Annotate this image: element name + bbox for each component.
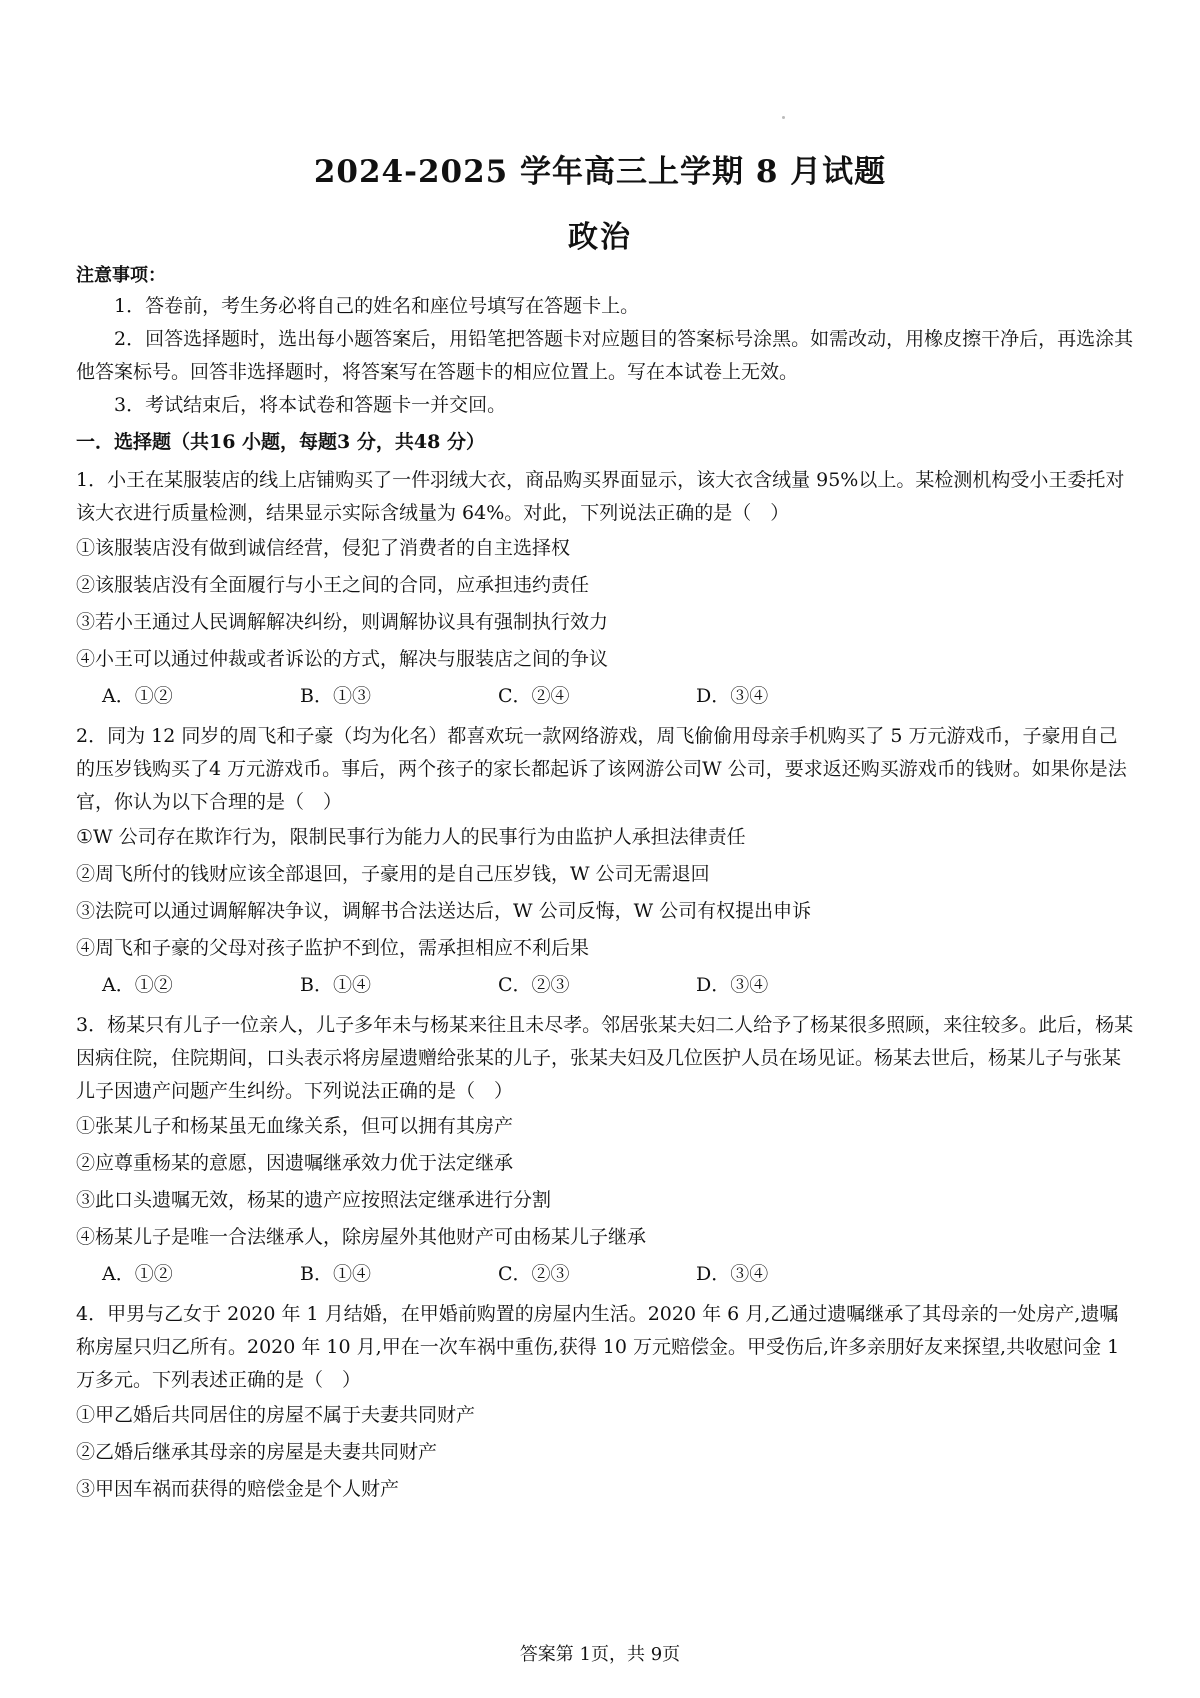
- choice-b: B．①③: [300, 685, 371, 707]
- choice-c: C．②③: [498, 974, 570, 996]
- choice-d: D．③④: [696, 685, 769, 707]
- statement-option: ④杨某儿子是唯一合法继承人，除房屋外其他财产可由杨某儿子继承: [76, 1226, 647, 1248]
- choice-b: B．①④: [300, 1263, 371, 1285]
- statement-option: ③若小王通过人民调解解决纠纷，则调解协议具有强制执行效力: [76, 611, 609, 633]
- question-4: [76, 1298, 1136, 1508]
- page-footer: 答案第 1页，共 9页: [519, 1644, 681, 1665]
- notice-heading: 注意事项：: [76, 265, 166, 286]
- section-heading: 一．选择题（共16 小题，每题3 分，共48 分）: [76, 431, 485, 453]
- statement-option: ①甲乙婚后共同居住的房屋不属于夫妻共同财产: [76, 1404, 476, 1426]
- choice-c: C．②④: [498, 685, 570, 707]
- choice-a: A．①②: [102, 1263, 173, 1285]
- question-stem: 1．小王在某服装店的线上店铺购买了一件羽绒大衣，商品购买界面显示，该大衣含绒量 95%以上。某检测机构受小王委托对该大衣进行质量检测，结果显示实际含绒量为 64%。对此，下列说法正确的是（ ）: [76, 469, 1125, 524]
- notice-item: 1．答卷前，考生务必将自己的姓名和座位号填写在答题卡上。: [114, 295, 640, 317]
- statement-option: ②应尊重杨某的意愿，因遗嘱继承效力优于法定继承: [76, 1152, 514, 1174]
- statement-option: ①张某儿子和杨某虽无血缘关系，但可以拥有其房产: [76, 1115, 514, 1137]
- choice-c: C．②③: [498, 1263, 570, 1285]
- scan-speck: [782, 116, 785, 119]
- answer-choices: [76, 967, 1136, 1003]
- statement-option: ③法院可以通过调解解决争议，调解书合法送达后，W 公司反悔，W 公司有权提出申诉: [76, 900, 812, 922]
- question-stem: 3．杨某只有儿子一位亲人，儿子多年未与杨某来往且未尽孝。邻居张某夫妇二人给予了杨某很多照顾，来往较多。此后，杨某因病住院，住院期间，口头表示将房屋遗赠给张某的儿子，张某夫妇及几位医护人员在场见证。杨某去世后，杨某儿子与张某儿子因遗产问题产生纠纷。下列说法正确的是（ ）: [76, 1014, 1134, 1102]
- question-2: [76, 720, 1136, 1003]
- choice-d: D．③④: [696, 1263, 769, 1285]
- question-stem: 2．同为 12 同岁的周飞和子豪（均为化名）都喜欢玩一款网络游戏，周飞偷偷用母亲手机购买了 5 万元游戏币，子豪用自己的压岁钱购买了4 万元游戏币。事后，两个孩子的家长都起诉了该网游公司W 公司，要求返还购买游戏币的钱财。如果你是法官，你认为以下合理的是（ ）: [76, 725, 1127, 813]
- statement-option: ①该服装店没有做到诚信经营，侵犯了消费者的自主选择权: [76, 537, 571, 559]
- statement-option: ④周飞和子豪的父母对孩子监护不到位，需承担相应不利后果: [76, 937, 590, 959]
- question-1: [76, 464, 1136, 714]
- statement-option: ③甲因车祸而获得的赔偿金是个人财产: [76, 1478, 400, 1500]
- answer-choices: [76, 1256, 1136, 1292]
- statement-option: ②乙婚后继承其母亲的房屋是夫妻共同财产: [76, 1441, 438, 1463]
- statement-option: ③此口头遗嘱无效，杨某的遗产应按照法定继承进行分割: [76, 1189, 552, 1211]
- choice-d: D．③④: [696, 974, 769, 996]
- choice-a: A．①②: [102, 685, 173, 707]
- question-3: [76, 1009, 1136, 1292]
- statement-option: ②周飞所付的钱财应该全部退回，子豪用的是自己压岁钱，W 公司无需退回: [76, 863, 710, 885]
- statement-option: ①W 公司存在欺诈行为，限制民事行为能力人的民事行为由监护人承担法律责任: [76, 826, 746, 848]
- subject-title: 政治: [568, 220, 632, 255]
- statement-option: ②该服装店没有全面履行与小王之间的合同，应承担违约责任: [76, 574, 590, 596]
- exam-content: [76, 262, 1136, 1508]
- choice-b: B．①④: [300, 974, 371, 996]
- answer-choices: [76, 678, 1136, 714]
- exam-title: 2024-2025 学年高三上学期 8 月试题: [313, 154, 887, 190]
- question-stem: 4．甲男与乙女于 2020 年 1 月结婚，在甲婚前购置的房屋内生活。2020 年 6 月,乙通过遗嘱继承了其母亲的一处房产,遗嘱称房屋只归乙所有。2020 年 10 月,甲在一次车祸中重伤,获得 10 万元赔偿金。甲受伤后,许多亲朋好友来探望,共收慰问金 1 万多元。下列表述正确的是（ ）: [76, 1303, 1120, 1391]
- choice-a: A．①②: [102, 974, 173, 996]
- notice-item: 3．考试结束后，将本试卷和答题卡一并交回。: [114, 394, 507, 416]
- notice-item: 2．回答选择题时，选出每小题答案后，用铅笔把答题卡对应题目的答案标号涂黑。如需改动，用橡皮擦干净后，再选涂其他答案标号。回答非选择题时，将答案写在答题卡的相应位置上。写在本试卷上无效。: [76, 328, 1134, 383]
- statement-option: ④小王可以通过仲裁或者诉讼的方式，解决与服装店之间的争议: [76, 648, 609, 670]
